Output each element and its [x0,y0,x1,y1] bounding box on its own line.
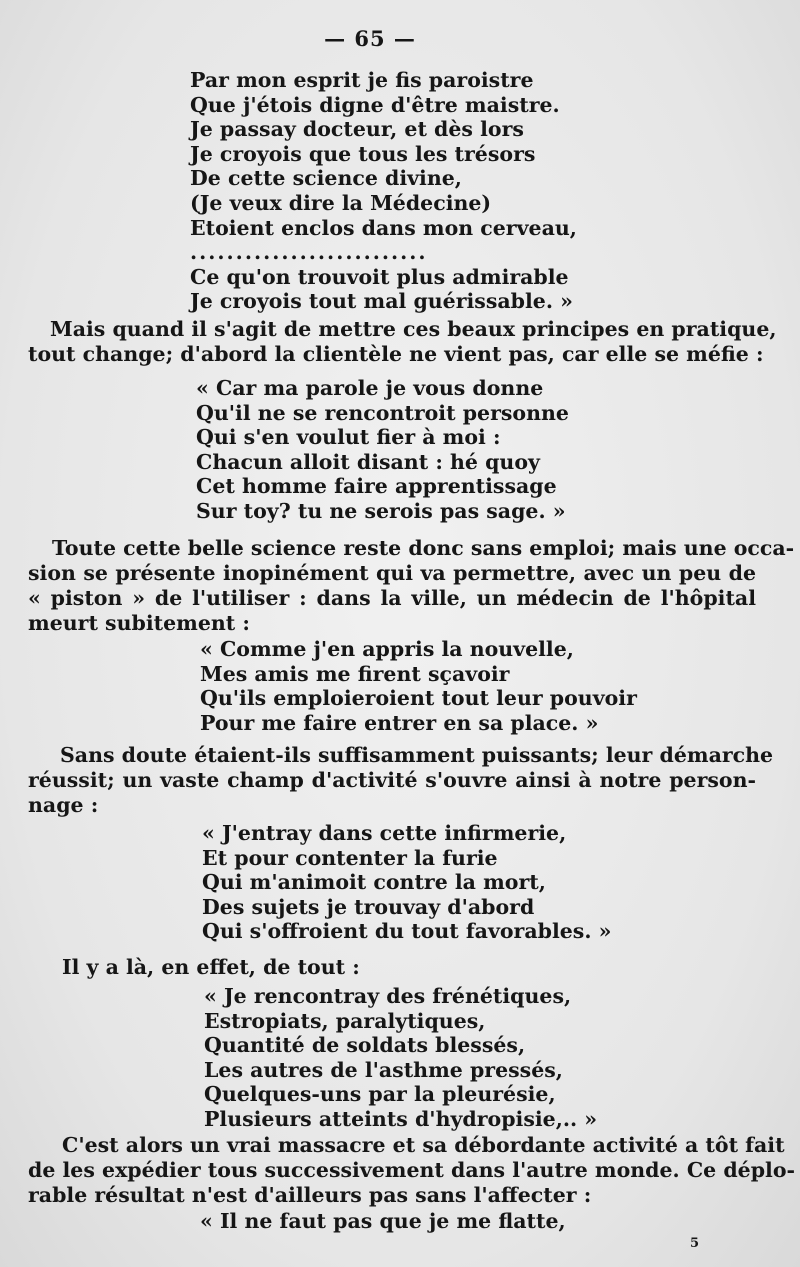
verse-line: Ce qu'on trouvoit plus admirable [190,264,569,289]
verse-line: Estropiats, paralytiques, [204,1008,486,1033]
prose-line: meurt subitement : [28,611,250,635]
verse-line: Par mon esprit je fis paroistre [190,68,534,92]
verse-line: Mes amis me firent sçavoir [200,661,510,686]
prose-line: Toute cette belle science reste donc sans emploi; mais une occa- [52,536,795,560]
verse-line: Chacun alloit disant : hé quoy [196,449,540,474]
verse-line: Les autres de l'asthme pressés, [204,1057,563,1082]
verse-line: « J'entray dans cette infirmerie, [202,821,567,845]
verse-block-4 [202,821,611,944]
verse-line: Plusieurs atteints d'hydropisie,.. » [204,1106,598,1131]
prose-line: Sans doute étaient-ils suffisamment puissants; leur démarche [60,743,774,767]
verse-line: Quantité de soldats blessés, [204,1033,526,1058]
prose-paragraph-2 [28,536,795,636]
verse-line: Je croyois que tous les trésors [190,141,536,166]
prose-line: nage : [28,793,99,817]
prose-line: sion se présente inopinément qui va permettre, avec un peu de [28,561,756,585]
verse-line: Et pour contenter la furie [202,845,498,870]
page-number: — 65 — [324,26,416,51]
verse-line: Quelques-uns par la pleurésie, [204,1082,556,1107]
prose-line: rable résultat n'est d'ailleurs pas sans l'affecter : [28,1183,592,1207]
verse-block-5 [204,984,597,1132]
verse-line: Etoient enclos dans mon cerveau, [190,215,577,240]
verse-block-1 [190,68,577,314]
verse-line: Je passay docteur, et dès lors [190,117,524,142]
verse-line: Qui s'en voulut fier à moi : [196,425,501,450]
verse-line: « Je rencontray des frénétiques, [204,984,572,1008]
prose-line: « piston » de l'utiliser : dans la ville, un médecin de l'hôpital [28,586,756,610]
verse-line: Des sujets je trouvay d'abord [202,894,535,919]
ellipsis-line: .......................... [190,240,428,265]
prose-line: Il y a là, en effet, de tout : [62,955,360,979]
verse-line: (Je veux dire la Médecine) [190,190,492,215]
verse-line: Cet homme faire apprentissage [196,474,557,499]
verse-line: Qu'il ne se rencontroit personne [196,400,569,425]
verse-line: Qu'ils emploieroient tout leur pouvoir [200,686,637,711]
verse-line: « Car ma parole je vous donne [196,376,544,400]
verse-block-3 [200,637,637,735]
verse-line: Je croyois tout mal guérissable. » [190,289,573,314]
prose-paragraph-4 [28,955,756,980]
verse-block-2 [196,376,569,524]
verse-line: Qui m'animoit contre la mort, [202,870,546,895]
prose-paragraph-5 [28,1133,796,1208]
prose-line: réussit; un vaste champ d'activité s'ouvre ainsi à notre person- [28,768,756,792]
verse-line: « Comme j'en appris la nouvelle, [200,637,574,661]
verse-line: « Il ne faut pas que je me flatte, [200,1209,566,1233]
verse-line: Que j'étois digne d'être maistre. [190,92,560,117]
prose-line: tout change; d'abord la clientèle ne vient pas, car elle se méfie : [28,342,764,366]
prose-line: Mais quand il s'agit de mettre ces beaux principes en pratique, [50,317,777,341]
verse-line: Qui s'offroient du tout favorables. » [202,919,612,944]
prose-paragraph-1 [28,317,777,367]
verse-line: Sur toy? tu ne serois pas sage. » [196,498,566,523]
prose-line: C'est alors un vrai massacre et sa débordante activité a tôt fait [62,1133,785,1157]
verse-line: Pour me faire entrer en sa place. » [200,710,599,735]
signature-mark: 5 [690,1236,700,1251]
verse-line: De cette science divine, [190,166,462,191]
prose-line: de les expédier tous successivement dans l'autre monde. Ce déplo- [28,1158,796,1182]
prose-paragraph-3 [28,743,774,818]
verse-block-6 [200,1209,566,1234]
